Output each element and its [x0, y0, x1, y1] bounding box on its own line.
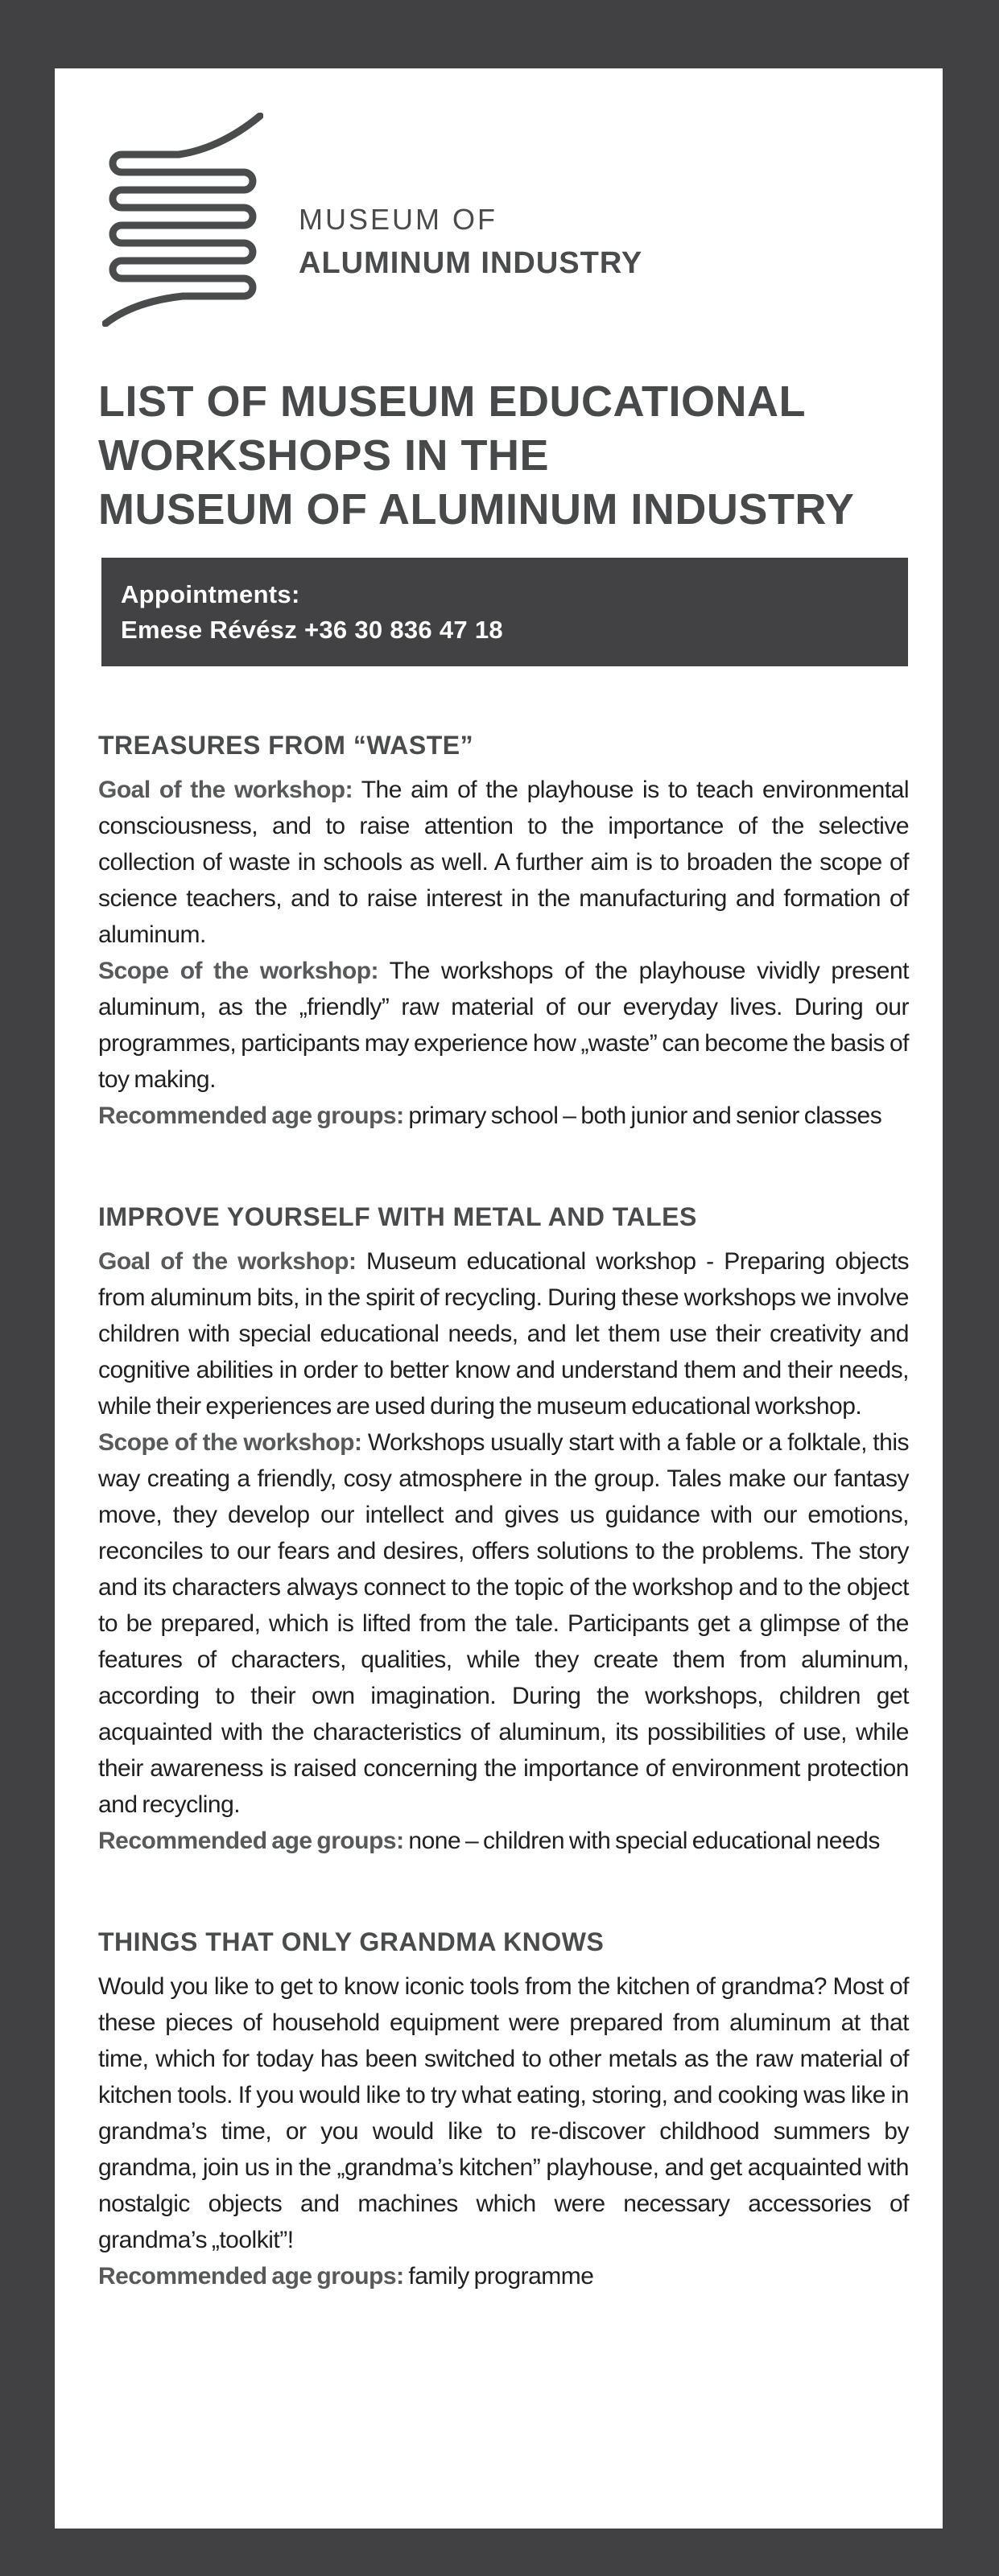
paragraph-text: The workshops of the playhouse vividly present aluminum, as the „friendly” raw material of our everyday lives. During our programmes, participants may experience how „waste” can become the basis of toy making. — [98, 958, 909, 1093]
paragraph-text: Would you like to get to know iconic tools from the kitchen of grandma? Most of these pieces of household equipment were prepared from aluminum at that time, which for today has been switched to other metals as the raw material of kitchen tools. If you would like to try what eating, storing, and cooking was like in grandma’s time, or you would like to re-discover childhood summers by grandma, join us in the „grandma’s kitchen” playhouse, and get acquainted with nostalgic objects and machines which were necessary accessories of grandma’s „toolkit”! — [98, 1973, 909, 2253]
section-heading: TREASURES FROM “WASTE” — [98, 731, 474, 760]
section-paragraph-scope — [98, 953, 909, 1098]
page-title-line-3: MUSEUM OF ALUMINUM INDUSTRY — [98, 485, 855, 534]
paragraph-label: Recommended age groups: — [98, 1828, 404, 1854]
aluminum-coil-icon — [102, 113, 263, 327]
appointments-contact: Emese Révész +36 30 836 47 18 — [121, 616, 503, 644]
page-title-line-2: WORKSHOPS IN THE — [98, 431, 550, 480]
paragraph-label: Recommended age groups: — [98, 2263, 404, 2290]
section-heading: IMPROVE YOURSELF WITH METAL AND TALES — [98, 1202, 697, 1231]
logo-wordmark — [299, 113, 642, 327]
section-paragraph-age-groups — [98, 1823, 909, 1859]
page-title — [98, 375, 909, 537]
paragraph-text: Museum educational workshop - Preparing objects from aluminum bits, in the spirit of recycling. During these workshops we involve children with special educational needs, and let them use their creativity and cognitive abilities in order to better know and understand them and their needs, while their experiences are used during the museum educational workshop. — [98, 1248, 909, 1420]
paper-sheet — [55, 68, 943, 2529]
logo-line-aluminum-industry: ALUMINUM INDUSTRY — [299, 246, 643, 280]
page-title-line-1: LIST OF MUSEUM EDUCATIONAL — [98, 377, 806, 426]
paragraph-text: The aim of the playhouse is to teach environmental consciousness, and to raise attention to the importance of the selective collection of waste in schools as well. A further aim is to broaden the scope of science teachers, and to raise interest in the manufacturing and formation of aluminum. — [98, 777, 909, 948]
section-paragraph-age-groups — [98, 1098, 909, 1134]
museum-logo — [102, 113, 909, 327]
appointments-box — [101, 558, 908, 666]
section-things-that-only-grandma-knows — [98, 1927, 909, 2294]
paragraph-label: Scope of the workshop: — [98, 958, 379, 984]
logo-line-museum-of: MUSEUM OF — [299, 203, 497, 236]
paragraph-label: Goal of the workshop: — [98, 1248, 357, 1275]
paragraph-text: primary school – both junior and senior classes — [403, 1103, 882, 1129]
paragraph-label: Goal of the workshop: — [98, 777, 353, 803]
paragraph-label: Scope of the workshop: — [98, 1429, 362, 1456]
paragraph-text: family programme — [403, 2263, 594, 2290]
paragraph-label: Recommended age groups: — [98, 1103, 404, 1129]
paragraph-text: Workshops usually start with a fable or a folktale, this way creating a friendly, cosy atmosphere in the group. Tales make our fantasy move, they develop our intellect and gives us guidance with our emotions, reconciles to our fears and desires, offers solutions to the problems. The story and its characters always connect to the topic of the workshop and to the object to be prepared, which is lifted from the tale. Participants get a glimpse of the features of characters, qualities, while they create them from aluminum, according to their own imagination. During the workshops, children get acquainted with the characteristics of aluminum, its possibilities of use, while their awareness is raised concerning the importance of environment protection and recycling. — [98, 1429, 909, 1818]
section-paragraph-body — [98, 1968, 909, 2258]
appointments-label: Appointments: — [121, 580, 300, 608]
section-treasures-from-waste — [98, 731, 909, 1134]
section-paragraph-goal — [98, 772, 909, 953]
section-heading: THINGS THAT ONLY GRANDMA KNOWS — [98, 1927, 605, 1956]
section-improve-yourself-with-metal-and-tales — [98, 1202, 909, 1859]
section-paragraph-scope — [98, 1424, 909, 1823]
section-paragraph-age-groups — [98, 2258, 909, 2294]
paragraph-text: none – children with special educational needs — [403, 1828, 880, 1854]
section-paragraph-goal — [98, 1243, 909, 1424]
